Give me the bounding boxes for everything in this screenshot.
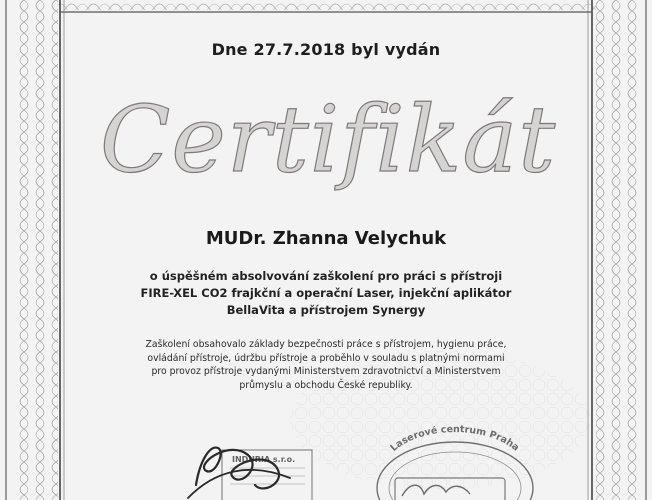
detail-line: Zaškolení obsahovalo základy bezpečnosti práce s přístrojem, hygienu práce,: [145, 339, 507, 350]
recipient-name: MUDr. Zhanna Velychuk: [205, 228, 447, 249]
detail-line: ovládání přístroje, údržbu přístroje a proběhlo v souladu s platnými normami: [147, 352, 505, 364]
course-line: BellaVita a přístrojem Synergy: [226, 303, 426, 317]
company-stamp-text: INDURIA s.r.o.: [232, 455, 296, 464]
certificate-title: Certifikát: [100, 86, 557, 193]
course-line: o úspěšném absolvování zaškolení pro práci s přístroji: [149, 269, 503, 283]
detail-line: pro provoz přístroje vydanými Ministerstvem zdravotnictví a Ministerstvem: [151, 366, 501, 377]
round-stamp-text: Laserové centrum Praha: [388, 423, 522, 454]
issued-date-line: Dne 27.7.2018 byl vydán: [211, 40, 441, 59]
company-stamp: [222, 450, 312, 500]
detail-line: průmyslu a obchodu České republiky.: [239, 379, 413, 391]
round-stamp: [377, 424, 533, 500]
course-line: FIRE-XEL CO2 frajkční a operační Laser, injekční aplikátor: [140, 286, 512, 300]
